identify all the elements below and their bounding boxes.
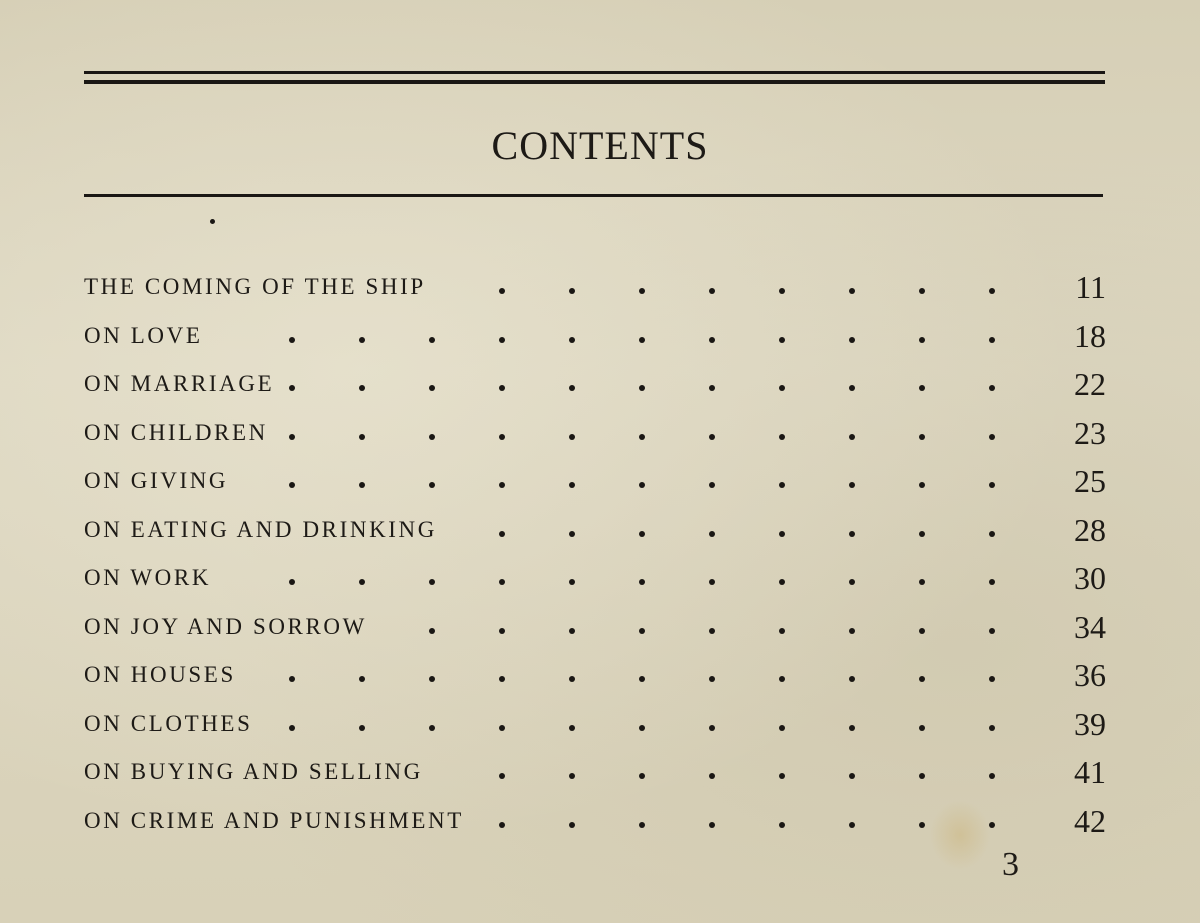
dot-leader (639, 676, 645, 682)
dot-leader (849, 385, 855, 391)
dot-leader (989, 482, 995, 488)
toc-entry-title: ON BUYING AND SELLING (84, 759, 423, 784)
dot-leader (849, 676, 855, 682)
toc-entry-page: 39 (1074, 705, 1106, 742)
dot-leader (709, 773, 715, 779)
dot-leader (289, 725, 295, 731)
toc-entry-title: ON CRIME AND PUNISHMENT (84, 807, 464, 833)
dot-leader (569, 628, 575, 634)
toc-entry (84, 364, 1106, 404)
dot-leader (499, 676, 505, 682)
page-title: CONTENTS (491, 123, 709, 168)
dot-leader (359, 337, 365, 343)
toc-entry (84, 461, 1106, 501)
dot-leader (709, 822, 715, 828)
dot-leader (779, 628, 785, 634)
dot-leader (779, 773, 785, 779)
dot-leader (569, 676, 575, 682)
dot-leader (989, 385, 995, 391)
dot-leader (639, 385, 645, 391)
dot-leader (499, 531, 505, 537)
top-double-rule-upper (84, 71, 1105, 74)
toc-entry-title: ON CHILDREN (84, 419, 268, 445)
toc-entry (84, 316, 1106, 356)
toc-entry (84, 704, 1106, 744)
toc-entry (84, 510, 1106, 550)
dot-leader (919, 434, 925, 440)
dot-leader (709, 531, 715, 537)
dot-leader (429, 434, 435, 440)
dot-leader (639, 434, 645, 440)
toc-entry-page: 30 (1074, 560, 1106, 596)
dot-leader (849, 337, 855, 343)
dot-leader (919, 337, 925, 343)
dot-leader (989, 531, 995, 537)
dot-leader (499, 725, 505, 731)
dot-leader (639, 579, 645, 585)
dot-leader (779, 579, 785, 585)
dot-leader (849, 579, 855, 585)
dot-leader (849, 773, 855, 779)
dot-leader (919, 773, 925, 779)
dot-leader (709, 725, 715, 731)
dot-leader (849, 288, 855, 294)
dot-leader (849, 531, 855, 537)
dot-leader (499, 482, 505, 488)
toc-entry-title: ON JOY AND SORROW (84, 613, 367, 639)
dot-leader (569, 531, 575, 537)
dot-leader (709, 385, 715, 391)
toc-entry-title: THE COMING OF THE SHIP (84, 274, 426, 299)
toc-entry (84, 801, 1106, 841)
dot-leader (779, 482, 785, 488)
dot-leader (639, 337, 645, 343)
dot-leader (639, 531, 645, 537)
toc-entry-title: ON CLOTHES (84, 710, 253, 736)
dot-leader (779, 288, 785, 294)
dot-leader (989, 773, 995, 779)
dot-leader (709, 288, 715, 294)
dot-leader (989, 337, 995, 343)
dot-leader (779, 531, 785, 537)
dot-leader (359, 482, 365, 488)
title-underline-rule (84, 194, 1103, 197)
dot-leader (569, 725, 575, 731)
dot-leader (289, 676, 295, 682)
dot-leader (919, 288, 925, 294)
dot-leader (289, 385, 295, 391)
dot-leader (849, 725, 855, 731)
toc-entry-page: 41 (1074, 754, 1106, 790)
dot-leader (569, 288, 575, 294)
dot-leader (709, 434, 715, 440)
dot-leader (709, 628, 715, 634)
dot-leader (989, 628, 995, 634)
toc-entry-title: ON EATING AND DRINKING (84, 516, 437, 542)
dot-leader (779, 676, 785, 682)
dot-leader (569, 579, 575, 585)
dot-leader (289, 482, 295, 488)
toc-entry-title: ON MARRIAGE (84, 371, 275, 396)
toc-entry-page: 36 (1074, 657, 1106, 693)
dot-leader (289, 434, 295, 440)
dot-leader (639, 773, 645, 779)
dot-leader (849, 482, 855, 488)
dot-leader (429, 337, 435, 343)
toc-entry-page: 28 (1074, 511, 1106, 548)
toc-entry (84, 267, 1106, 307)
toc-entry (84, 607, 1106, 647)
dot-leader (989, 725, 995, 731)
toc-entry-page: 25 (1074, 463, 1106, 499)
dot-leader (779, 822, 785, 828)
dot-leader (569, 337, 575, 343)
dot-leader (569, 822, 575, 828)
dot-leader (499, 822, 505, 828)
dot-leader (569, 482, 575, 488)
dot-leader (639, 482, 645, 488)
dot-leader (849, 628, 855, 634)
dot-leader (499, 337, 505, 343)
dot-leader (709, 337, 715, 343)
dot-leader (499, 773, 505, 779)
dot-leader (779, 385, 785, 391)
dot-leader (499, 434, 505, 440)
toc-entry (84, 655, 1106, 695)
dot-leader (849, 434, 855, 440)
ink-speck (210, 219, 215, 224)
dot-leader (779, 725, 785, 731)
page-number: 3 (1002, 846, 1019, 883)
dot-leader (429, 482, 435, 488)
dot-leader (989, 434, 995, 440)
dot-leader (569, 385, 575, 391)
dot-leader (569, 773, 575, 779)
toc-entry (84, 752, 1106, 792)
dot-leader (919, 385, 925, 391)
dot-leader (289, 337, 295, 343)
dot-leader (359, 725, 365, 731)
toc-entry-page: 18 (1074, 317, 1106, 354)
dot-leader (499, 628, 505, 634)
dot-leader (919, 628, 925, 634)
dot-leader (779, 337, 785, 343)
dot-leader (989, 676, 995, 682)
dot-leader (429, 676, 435, 682)
dot-leader (919, 676, 925, 682)
dot-leader (919, 579, 925, 585)
dot-leader (289, 579, 295, 585)
dot-leader (919, 822, 925, 828)
toc-entry-page: 42 (1074, 802, 1106, 839)
toc-entry-page: 22 (1074, 366, 1106, 402)
dot-leader (709, 482, 715, 488)
dot-leader (499, 579, 505, 585)
dot-leader (429, 579, 435, 585)
toc-entry-title: ON HOUSES (84, 662, 236, 687)
dot-leader (639, 725, 645, 731)
dot-leader (429, 385, 435, 391)
top-double-rule-lower (84, 80, 1105, 84)
dot-leader (499, 385, 505, 391)
dot-leader (919, 531, 925, 537)
dot-leader (989, 822, 995, 828)
toc-entry-page: 23 (1074, 414, 1106, 451)
toc-entry-title: ON GIVING (84, 468, 229, 493)
toc-entry-page: 11 (1075, 269, 1106, 305)
dot-leader (359, 579, 365, 585)
dot-leader (639, 628, 645, 634)
dot-leader (639, 288, 645, 294)
dot-leader (779, 434, 785, 440)
dot-leader (429, 725, 435, 731)
toc-entry-title: ON WORK (84, 565, 212, 590)
dot-leader (569, 434, 575, 440)
dot-leader (989, 579, 995, 585)
dot-leader (359, 676, 365, 682)
dot-leader (639, 822, 645, 828)
dot-leader (359, 385, 365, 391)
dot-leader (429, 628, 435, 634)
toc-entry-title: ON LOVE (84, 322, 203, 348)
dot-leader (849, 822, 855, 828)
dot-leader (709, 579, 715, 585)
toc-entry (84, 558, 1106, 598)
toc-entry-page: 34 (1074, 608, 1106, 645)
dot-leader (499, 288, 505, 294)
dot-leader (919, 725, 925, 731)
dot-leader (359, 434, 365, 440)
dot-leader (709, 676, 715, 682)
dot-leader (919, 482, 925, 488)
toc-entry (84, 413, 1106, 453)
dot-leader (989, 288, 995, 294)
